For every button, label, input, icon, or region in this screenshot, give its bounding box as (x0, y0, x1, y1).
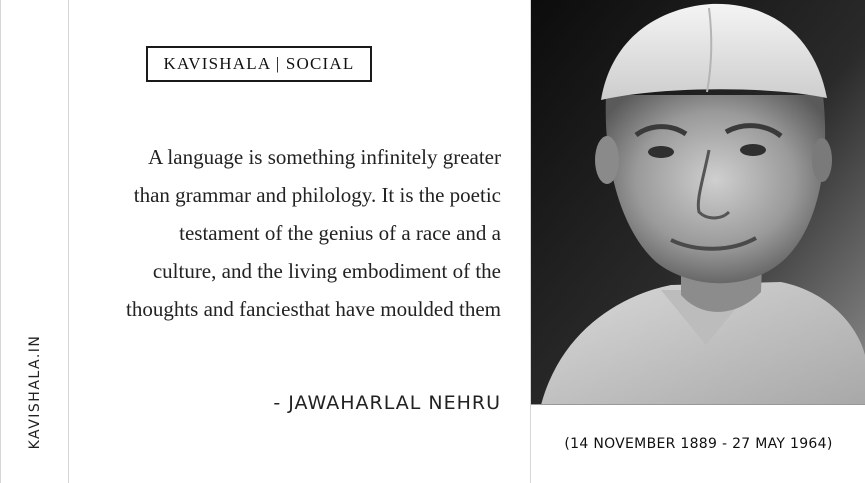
quote-line: thoughts and fanciesthat have moulded them (126, 297, 501, 321)
photo-panel (530, 0, 865, 483)
quote-line: testament of the genius of a race and a (179, 221, 501, 245)
quote-line: A language is something infinitely greater (148, 145, 501, 169)
site-label: KAVISHALA.IN (27, 334, 43, 450)
left-sidebar-strip (0, 0, 69, 483)
quote-author: - JAWAHARLAL NEHRU (273, 392, 501, 414)
quote-line: than grammar and philology. It is the poetic (133, 183, 501, 207)
quote-text (70, 138, 501, 328)
portrait-photo (531, 0, 865, 405)
brand-label: KAVISHALA | SOCIAL (146, 46, 372, 82)
portrait-illustration (531, 0, 865, 405)
life-dates: (14 NOVEMBER 1889 - 27 MAY 1964) (564, 436, 833, 452)
quote-line: culture, and the living embodiment of the (152, 259, 501, 283)
